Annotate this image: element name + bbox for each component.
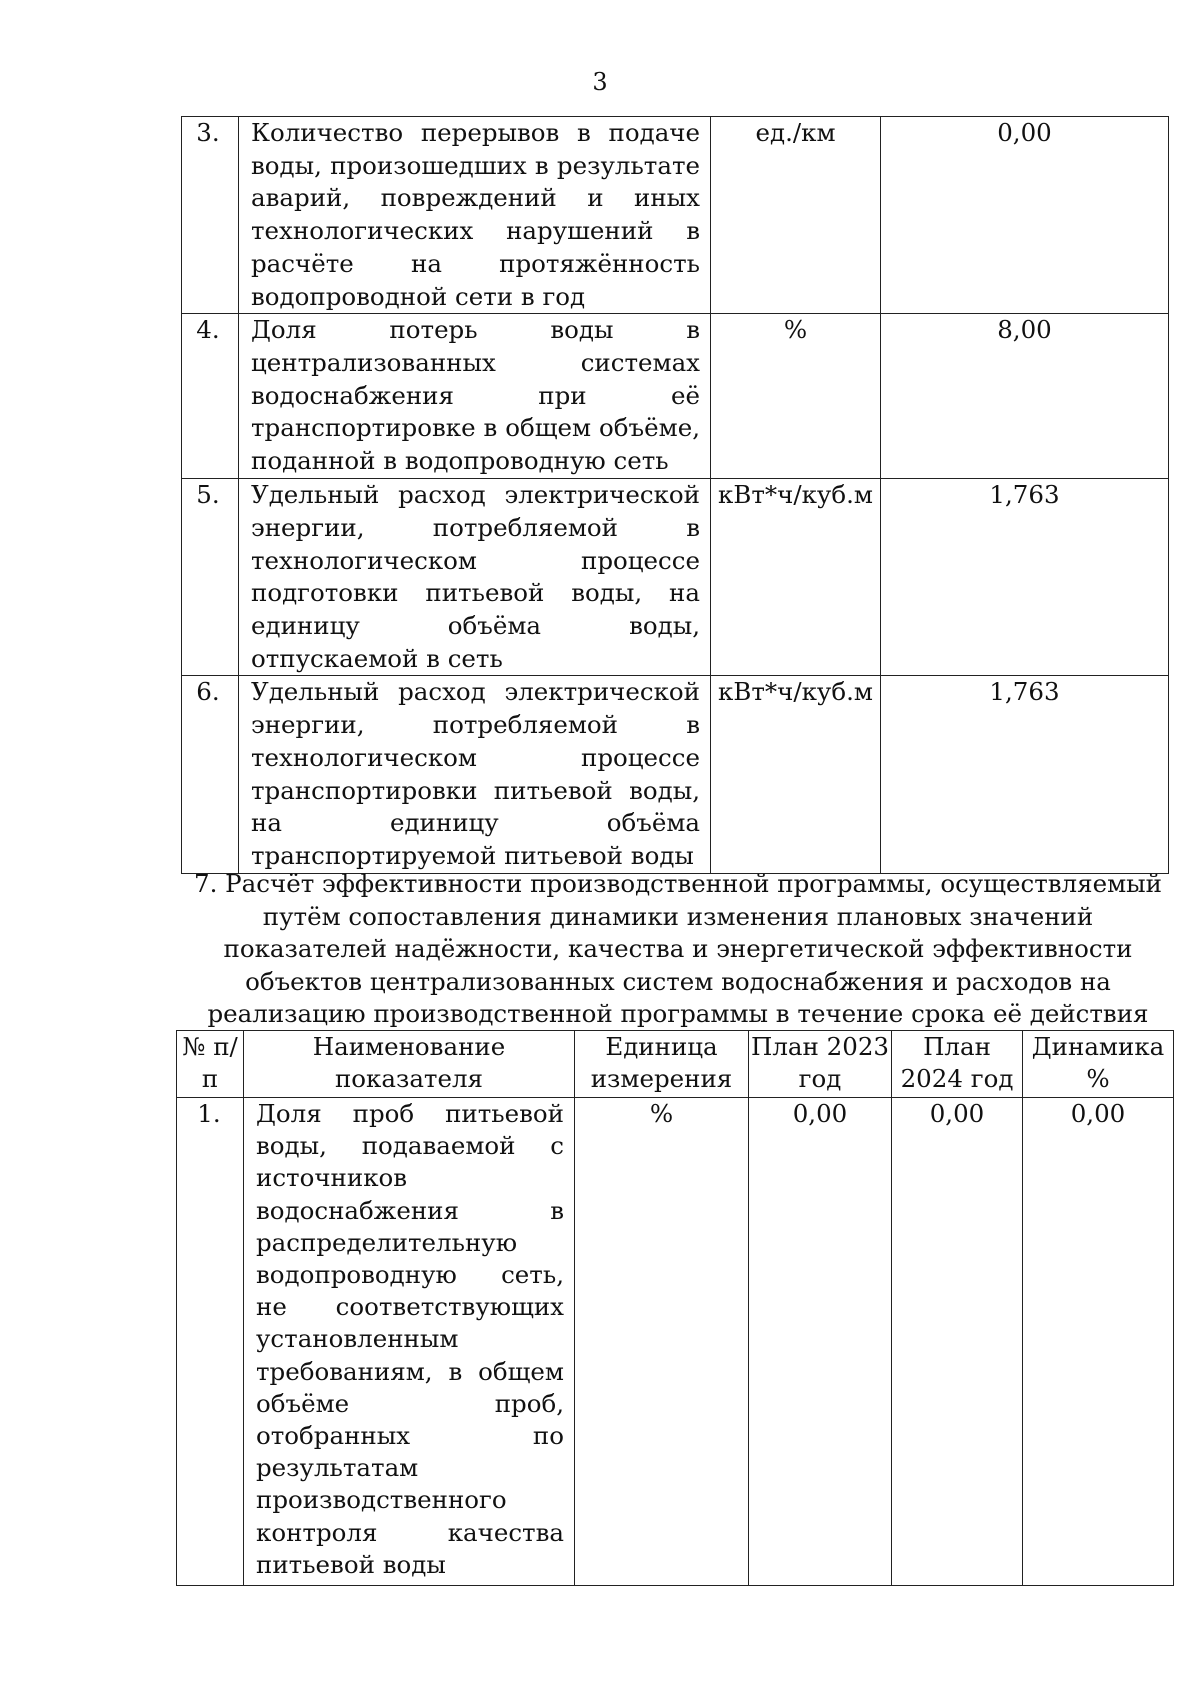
indicator-unit: % — [711, 314, 881, 479]
efficiency-table — [176, 1030, 1174, 1586]
indicator-unit: кВт*ч/куб.м — [711, 479, 881, 676]
table-row — [182, 479, 1169, 676]
dynamics-value: 0,00 — [1023, 1098, 1174, 1586]
row-number: 3. — [182, 117, 239, 314]
row-number: 4. — [182, 314, 239, 479]
table-row — [177, 1098, 1174, 1586]
indicator-value: 0,00 — [881, 117, 1169, 314]
indicator-value: 8,00 — [881, 314, 1169, 479]
indicator-unit: % — [575, 1098, 749, 1586]
table-row — [182, 676, 1169, 873]
header-num: № п/п — [177, 1031, 244, 1098]
header-plan-2024: План 2024 год — [892, 1031, 1023, 1098]
table-row — [182, 314, 1169, 479]
indicator-unit: ед./км — [711, 117, 881, 314]
table-row — [182, 117, 1169, 314]
indicator-unit: кВт*ч/куб.м — [711, 676, 881, 873]
indicator-value: 1,763 — [881, 479, 1169, 676]
header-name: Наименование показателя — [244, 1031, 575, 1098]
indicator-name: Удельный расход электрической энергии, потребляемой в технологическом процессе подготовки питьевой воды, на единицу объёма воды, отпускаемой в сеть — [239, 479, 711, 676]
indicator-name: Доля проб питьевой воды, подаваемой с источников водоснабжения в распределительную водопроводную сеть, не соответствующих установленным требованиям, в общем объёме проб, отобранных по результатам производственного контроля качества питьевой воды — [244, 1098, 575, 1586]
row-number: 5. — [182, 479, 239, 676]
indicator-name: Удельный расход электрической энергии, потребляемой в технологическом процессе транспортировки питьевой воды, на единицу объёма транспортируемой питьевой воды — [239, 676, 711, 873]
indicator-name: Доля потерь воды в централизованных системах водоснабжения при её транспортировке в общем объёме, поданной в водопроводную сеть — [239, 314, 711, 479]
plan-2023-value: 0,00 — [749, 1098, 892, 1586]
header-plan-2023: План 2023 год — [749, 1031, 892, 1098]
plan-2024-value: 0,00 — [892, 1098, 1023, 1586]
indicator-name: Количество перерывов в подаче воды, произошедших в результате аварий, повреждений и иных технологических нарушений в расчёте на протяжённость водопроводной сети в год — [239, 117, 711, 314]
indicator-value: 1,763 — [881, 676, 1169, 873]
row-number: 1. — [177, 1098, 244, 1586]
row-number: 6. — [182, 676, 239, 873]
header-dynamics: Динамика % — [1023, 1031, 1174, 1098]
header-unit: Единица измерения — [575, 1031, 749, 1098]
indicators-table — [181, 116, 1169, 874]
page-number: 3 — [592, 68, 608, 96]
section-7-title: 7. Расчёт эффективности производственной программы, осуществляемый путём сопоставления динамики изменения плановых значений показателей надёжности, качества и энергетической эффективности объектов централизованных систем водоснабжения и расходов на реализацию производственной программы в течение срока её действия — [194, 869, 1162, 1028]
table-header-row — [177, 1031, 1174, 1098]
